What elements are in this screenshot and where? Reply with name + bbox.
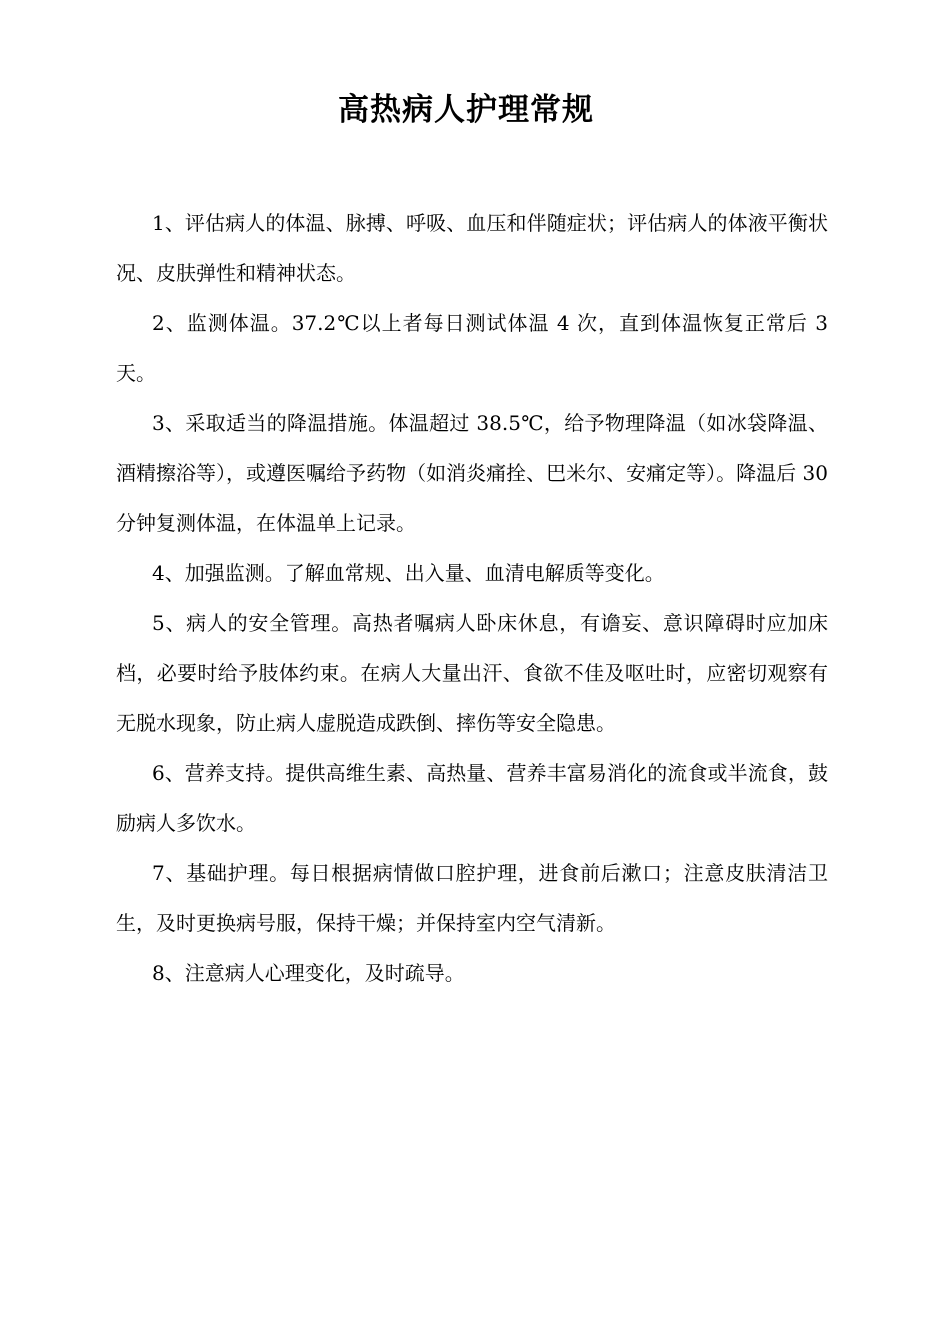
document-title: 高热病人护理常规 [338, 92, 594, 128]
paragraph-5: 5、病人的安全管理。高热者嘱病人卧床休息，有谵妄、意识障碍时应加床档，必要时给予肢体约束。在病人大量出汗、食欲不佳及呕吐时，应密切观察有无脱水现象，防止病人虚脱造成跌倒、摔伤等安全隐患。 [116, 611, 828, 735]
paragraph-3: 3、采取适当的降温措施。体温超过 38.5℃，给予物理降温（如冰袋降温、酒精擦浴等），或遵医嘱给予药物（如消炎痛拴、巴米尔、安痛定等）。降温后 30 分钟复测体温，在体温单上记录。 [116, 411, 828, 535]
document-body [116, 198, 828, 998]
paragraph-1: 1、评估病人的体温、脉搏、呼吸、血压和伴随症状；评估病人的体液平衡状况、皮肤弹性和精神状态。 [116, 211, 828, 285]
paragraph-4: 4、加强监测。了解血常规、出入量、血清电解质等变化。 [152, 561, 665, 585]
paragraph-7: 7、基础护理。每日根据病情做口腔护理，进食前后漱口；注意皮肤清洁卫生，及时更换病号服，保持干燥；并保持室内空气清新。 [116, 861, 828, 935]
paragraph-8: 8、注意病人心理变化，及时疏导。 [152, 961, 465, 985]
paragraph-6: 6、营养支持。提供高维生素、高热量、营养丰富易消化的流食或半流食，鼓励病人多饮水。 [116, 761, 828, 835]
paragraph-2: 2、监测体温。37.2℃以上者每日测试体温 4 次，直到体温恢复正常后 3 天。 [116, 311, 828, 385]
